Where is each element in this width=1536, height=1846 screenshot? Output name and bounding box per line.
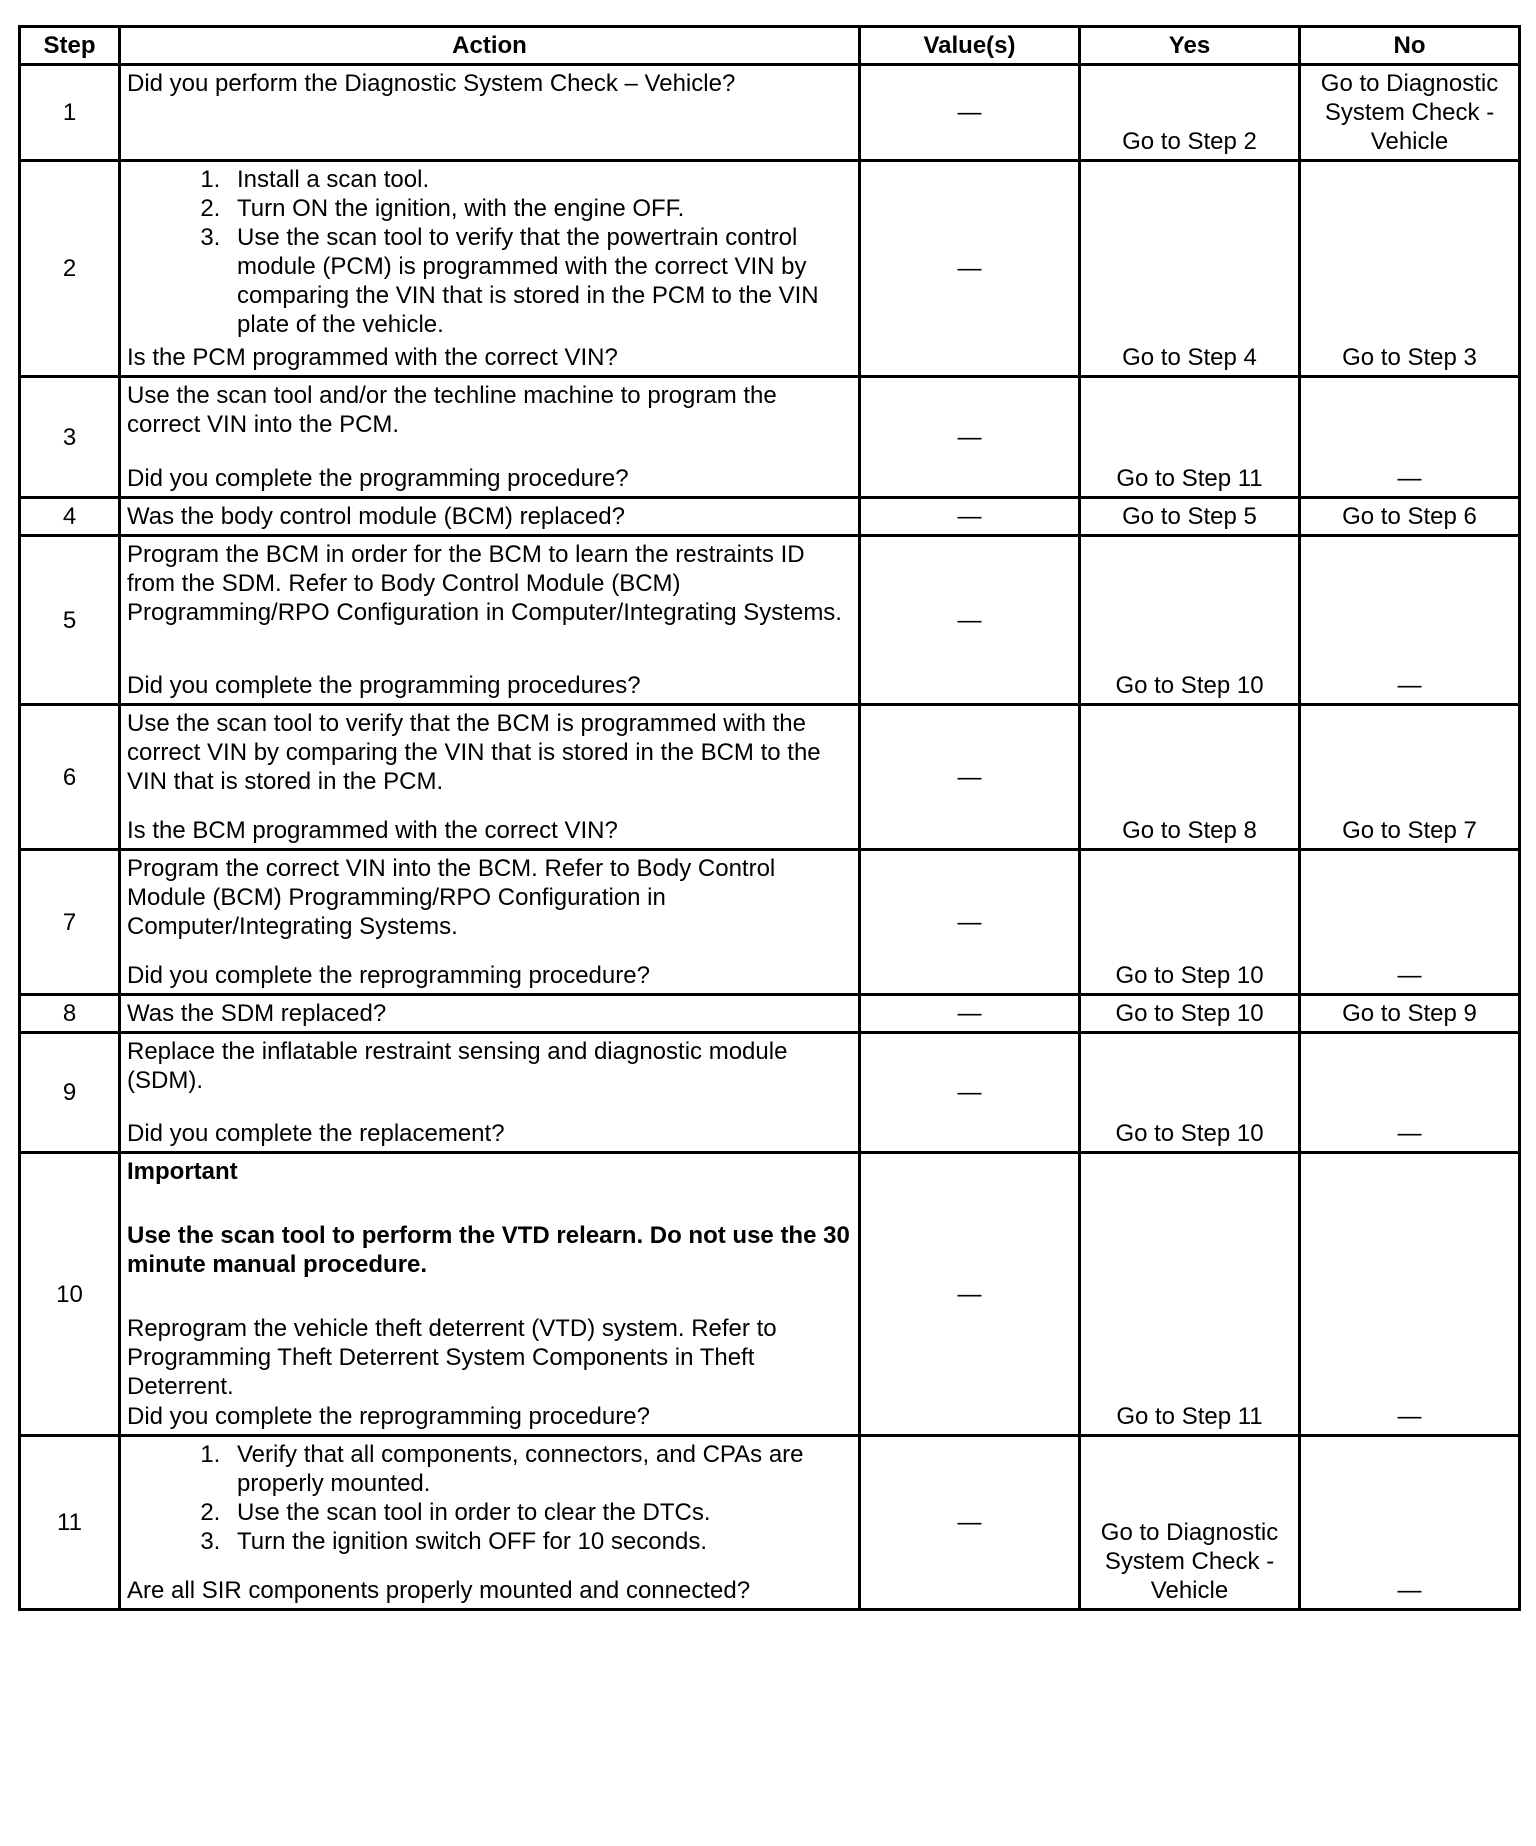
- header-no: No: [1300, 27, 1520, 65]
- action-content: [127, 540, 852, 700]
- diagnostic-table-sheet: [18, 25, 1518, 1611]
- header-yes: Yes: [1080, 27, 1300, 65]
- step-number: 3: [20, 377, 120, 498]
- step-number: 5: [20, 536, 120, 705]
- action-step-item: 2. Turn ON the ignition, with the engine OFF.: [227, 194, 852, 223]
- action-question: Is the BCM programmed with the correct VIN?: [127, 817, 618, 844]
- action-content: [127, 165, 852, 372]
- action-question: Are all SIR components properly mounted and connected?: [127, 1577, 751, 1604]
- table-row: [20, 1153, 1520, 1436]
- table-row: [20, 995, 1520, 1033]
- yes-outcome: Go to Step 2: [1080, 65, 1300, 161]
- value-cell: —: [860, 536, 1080, 705]
- yes-outcome: Go to Step 10: [1080, 536, 1300, 705]
- step-number: 2: [20, 161, 120, 377]
- action-steps-list: [127, 165, 852, 339]
- action-cell: [120, 705, 860, 850]
- no-outcome: —: [1300, 1153, 1520, 1436]
- action-text: Was the SDM replaced?: [127, 1000, 387, 1027]
- header-action: Action: [120, 27, 860, 65]
- action-question: Did you complete the programming procedure?: [127, 465, 629, 492]
- table-row: [20, 498, 1520, 536]
- action-text: Program the correct VIN into the BCM. Refer to Body Control Module (BCM) Programming/RPO Configuration in Computer/Integrating Systems.: [127, 855, 776, 940]
- no-outcome: —: [1300, 536, 1520, 705]
- step-number: 7: [20, 850, 120, 995]
- yes-outcome: Go to Step 11: [1080, 377, 1300, 498]
- action-step-item: 1. Verify that all components, connectors, and CPAs are properly mounted.: [227, 1440, 852, 1498]
- action-cell: [120, 995, 860, 1033]
- table-row: [20, 1033, 1520, 1153]
- step-number: 4: [20, 498, 120, 536]
- table-row: [20, 161, 1520, 377]
- action-cell: [120, 65, 860, 161]
- action-cell: [120, 1436, 860, 1610]
- action-step-item: 3. Turn the ignition switch OFF for 10 seconds.: [227, 1527, 852, 1556]
- action-question: Did you complete the reprogramming procedure?: [127, 962, 650, 989]
- yes-outcome: Go to Diagnostic System Check - Vehicle: [1080, 1436, 1300, 1610]
- no-outcome: —: [1300, 377, 1520, 498]
- value-cell: —: [860, 377, 1080, 498]
- value-cell: —: [860, 161, 1080, 377]
- action-question: Did you complete the programming procedures?: [127, 672, 641, 699]
- action-cell: [120, 377, 860, 498]
- step-number: 10: [20, 1153, 120, 1436]
- action-cell: [120, 850, 860, 995]
- no-outcome: Go to Diagnostic System Check - Vehicle: [1300, 65, 1520, 161]
- action-content: [127, 381, 852, 493]
- step-number: 9: [20, 1033, 120, 1153]
- yes-outcome: Go to Step 4: [1080, 161, 1300, 377]
- action-cell: [120, 1033, 860, 1153]
- important-note: Use the scan tool to perform the VTD relearn. Do not use the 30 minute manual procedure.: [127, 1222, 850, 1278]
- yes-outcome: Go to Step 5: [1080, 498, 1300, 536]
- value-cell: —: [860, 65, 1080, 161]
- action-cell: [120, 161, 860, 377]
- action-cell: [120, 1153, 860, 1436]
- action-content: [127, 1037, 852, 1148]
- step-number: 11: [20, 1436, 120, 1610]
- important-heading: Important: [127, 1158, 238, 1185]
- action-step-item: 1. Install a scan tool.: [227, 165, 852, 194]
- no-outcome: Go to Step 7: [1300, 705, 1520, 850]
- action-content: [127, 709, 852, 845]
- action-step-item: 3. Use the scan tool to verify that the powertrain control module (PCM) is programmed with the correct VIN by comparing the VIN that is stored in the PCM to the VIN plate of the vehicle.: [227, 223, 852, 339]
- action-text: Use the scan tool and/or the techline machine to program the correct VIN into the PCM.: [127, 382, 777, 438]
- diagnostic-table: [18, 25, 1521, 1611]
- action-cell: [120, 536, 860, 705]
- table-row: [20, 850, 1520, 995]
- no-outcome: Go to Step 3: [1300, 161, 1520, 377]
- yes-outcome: Go to Step 10: [1080, 1033, 1300, 1153]
- table-row: [20, 536, 1520, 705]
- value-cell: —: [860, 850, 1080, 995]
- yes-outcome: Go to Step 8: [1080, 705, 1300, 850]
- table-row: [20, 705, 1520, 850]
- action-text: Use the scan tool to verify that the BCM is programmed with the correct VIN by comparing the VIN that is stored in the BCM to the VIN that is stored in the PCM.: [127, 710, 821, 795]
- action-text: Replace the inflatable restraint sensing and diagnostic module (SDM).: [127, 1038, 788, 1094]
- yes-outcome: Go to Step 10: [1080, 995, 1300, 1033]
- value-cell: —: [860, 1153, 1080, 1436]
- no-outcome: Go to Step 9: [1300, 995, 1520, 1033]
- value-cell: —: [860, 705, 1080, 850]
- header-values: Value(s): [860, 27, 1080, 65]
- action-text: Was the body control module (BCM) replaced?: [127, 503, 625, 530]
- action-text: Program the BCM in order for the BCM to learn the restraints ID from the SDM. Refer to Body Control Module (BCM) Programming/RPO Configuration in Computer/Integrating Systems.: [127, 541, 842, 626]
- action-text: Did you perform the Diagnostic System Check – Vehicle?: [127, 70, 736, 97]
- action-step-item: 2. Use the scan tool in order to clear the DTCs.: [227, 1498, 852, 1527]
- value-cell: —: [860, 1033, 1080, 1153]
- value-cell: —: [860, 1436, 1080, 1610]
- action-text: Reprogram the vehicle theft deterrent (VTD) system. Refer to Programming Theft Deterrent System Components in Theft Deterrent.: [127, 1315, 777, 1400]
- step-number: 6: [20, 705, 120, 850]
- step-number: 1: [20, 65, 120, 161]
- action-content: [127, 1440, 852, 1605]
- action-cell: [120, 498, 860, 536]
- no-outcome: —: [1300, 850, 1520, 995]
- value-cell: —: [860, 995, 1080, 1033]
- no-outcome: Go to Step 6: [1300, 498, 1520, 536]
- action-question: Is the PCM programmed with the correct VIN?: [127, 344, 618, 371]
- header-row: [20, 27, 1520, 65]
- action-content: [127, 854, 852, 990]
- table-row: [20, 65, 1520, 161]
- table-row: [20, 377, 1520, 498]
- no-outcome: —: [1300, 1033, 1520, 1153]
- header-step: Step: [20, 27, 120, 65]
- action-question: Did you complete the replacement?: [127, 1120, 505, 1147]
- step-number: 8: [20, 995, 120, 1033]
- yes-outcome: Go to Step 11: [1080, 1153, 1300, 1436]
- action-content: [127, 1157, 852, 1431]
- action-question: Did you complete the reprogramming procedure?: [127, 1403, 650, 1430]
- action-steps-list: [127, 1440, 852, 1556]
- value-cell: —: [860, 498, 1080, 536]
- no-outcome: —: [1300, 1436, 1520, 1610]
- table-row: [20, 1436, 1520, 1610]
- yes-outcome: Go to Step 10: [1080, 850, 1300, 995]
